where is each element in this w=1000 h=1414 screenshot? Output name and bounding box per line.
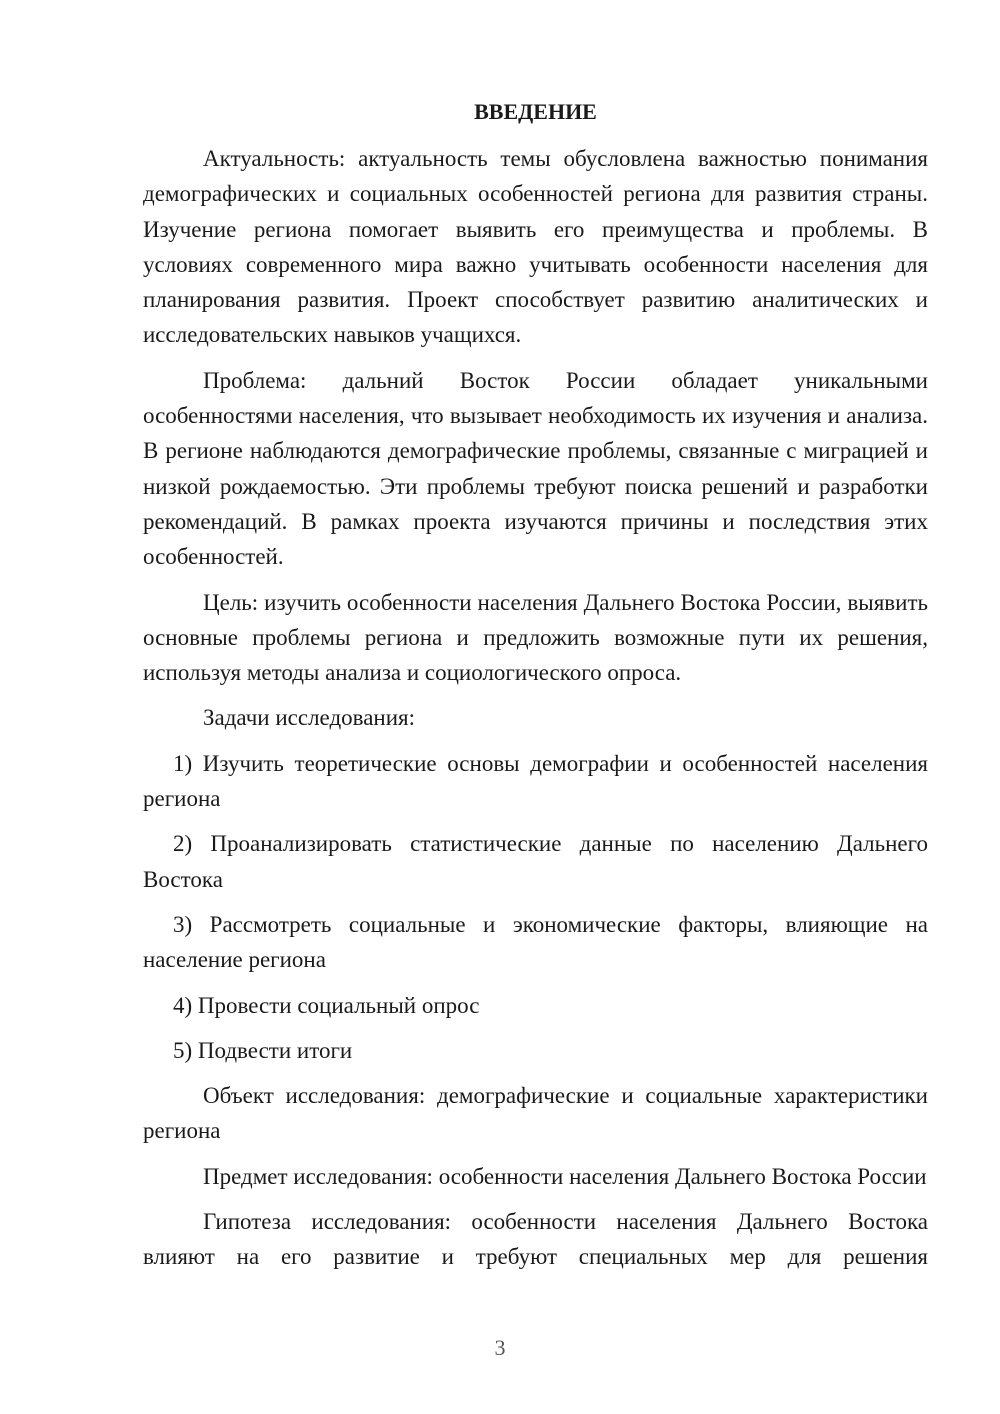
section-title: ВВЕДЕНИЕ [474, 99, 597, 124]
task-item-5: 5) Подвести итоги [173, 1037, 353, 1063]
page-number: 3 [494, 1335, 506, 1360]
paragraph-goal: Цель: изучить особенности населения Дальнего Востока России, выявить основные проблемы региона и предложить возможные пути их решения, используя методы анализа и социологического опроса. [143, 589, 928, 686]
paragraph-problem: Проблема: дальний Восток России обладает уникальными особенностями населения, что вызывает необходимость их изучения и анализа. В регионе наблюдаются демографические проблемы, связанные с миграцией и низкой рождаемостью. Эти проблемы требуют поиска решений и разработки рекомендаций. В рамках проекта изучаются причины и последствия этих особенностей. [143, 367, 928, 570]
task-item-3: 3) Рассмотреть социальные и экономические факторы, влияющие на население региона [143, 911, 928, 973]
task-item-4: 4) Провести социальный опрос [173, 992, 480, 1018]
tasks-heading: Задачи исследования: [203, 705, 416, 731]
document-body [143, 94, 928, 1275]
paragraph-hypothesis: Гипотеза исследования: особенности населения Дальнего Востока влияют на его развитие и требуют специальных мер для решения [143, 1209, 928, 1270]
task-item-2: 2) Проанализировать статистические данные по населению Дальнего Востока [143, 831, 928, 892]
task-item-1: 1) Изучить теоретические основы демографии и особенностей населения региона [143, 750, 928, 812]
paragraph-relevance: Актуальность: актуальность темы обусловлена важностью понимания демографических и социальных особенностей региона для развития страны. Изучение региона помогает выявить его преимущества и проблемы. В условиях современного мира важно учитывать особенности населения для планирования развития. Проект способствует развитию аналитических и исследовательских навыков учащихся. [143, 146, 928, 348]
paragraph-object: Объект исследования: демографические и социальные характеристики региона [143, 1083, 928, 1144]
paragraph-subject: Предмет исследования: особенности населения Дальнего Востока России [203, 1163, 927, 1189]
